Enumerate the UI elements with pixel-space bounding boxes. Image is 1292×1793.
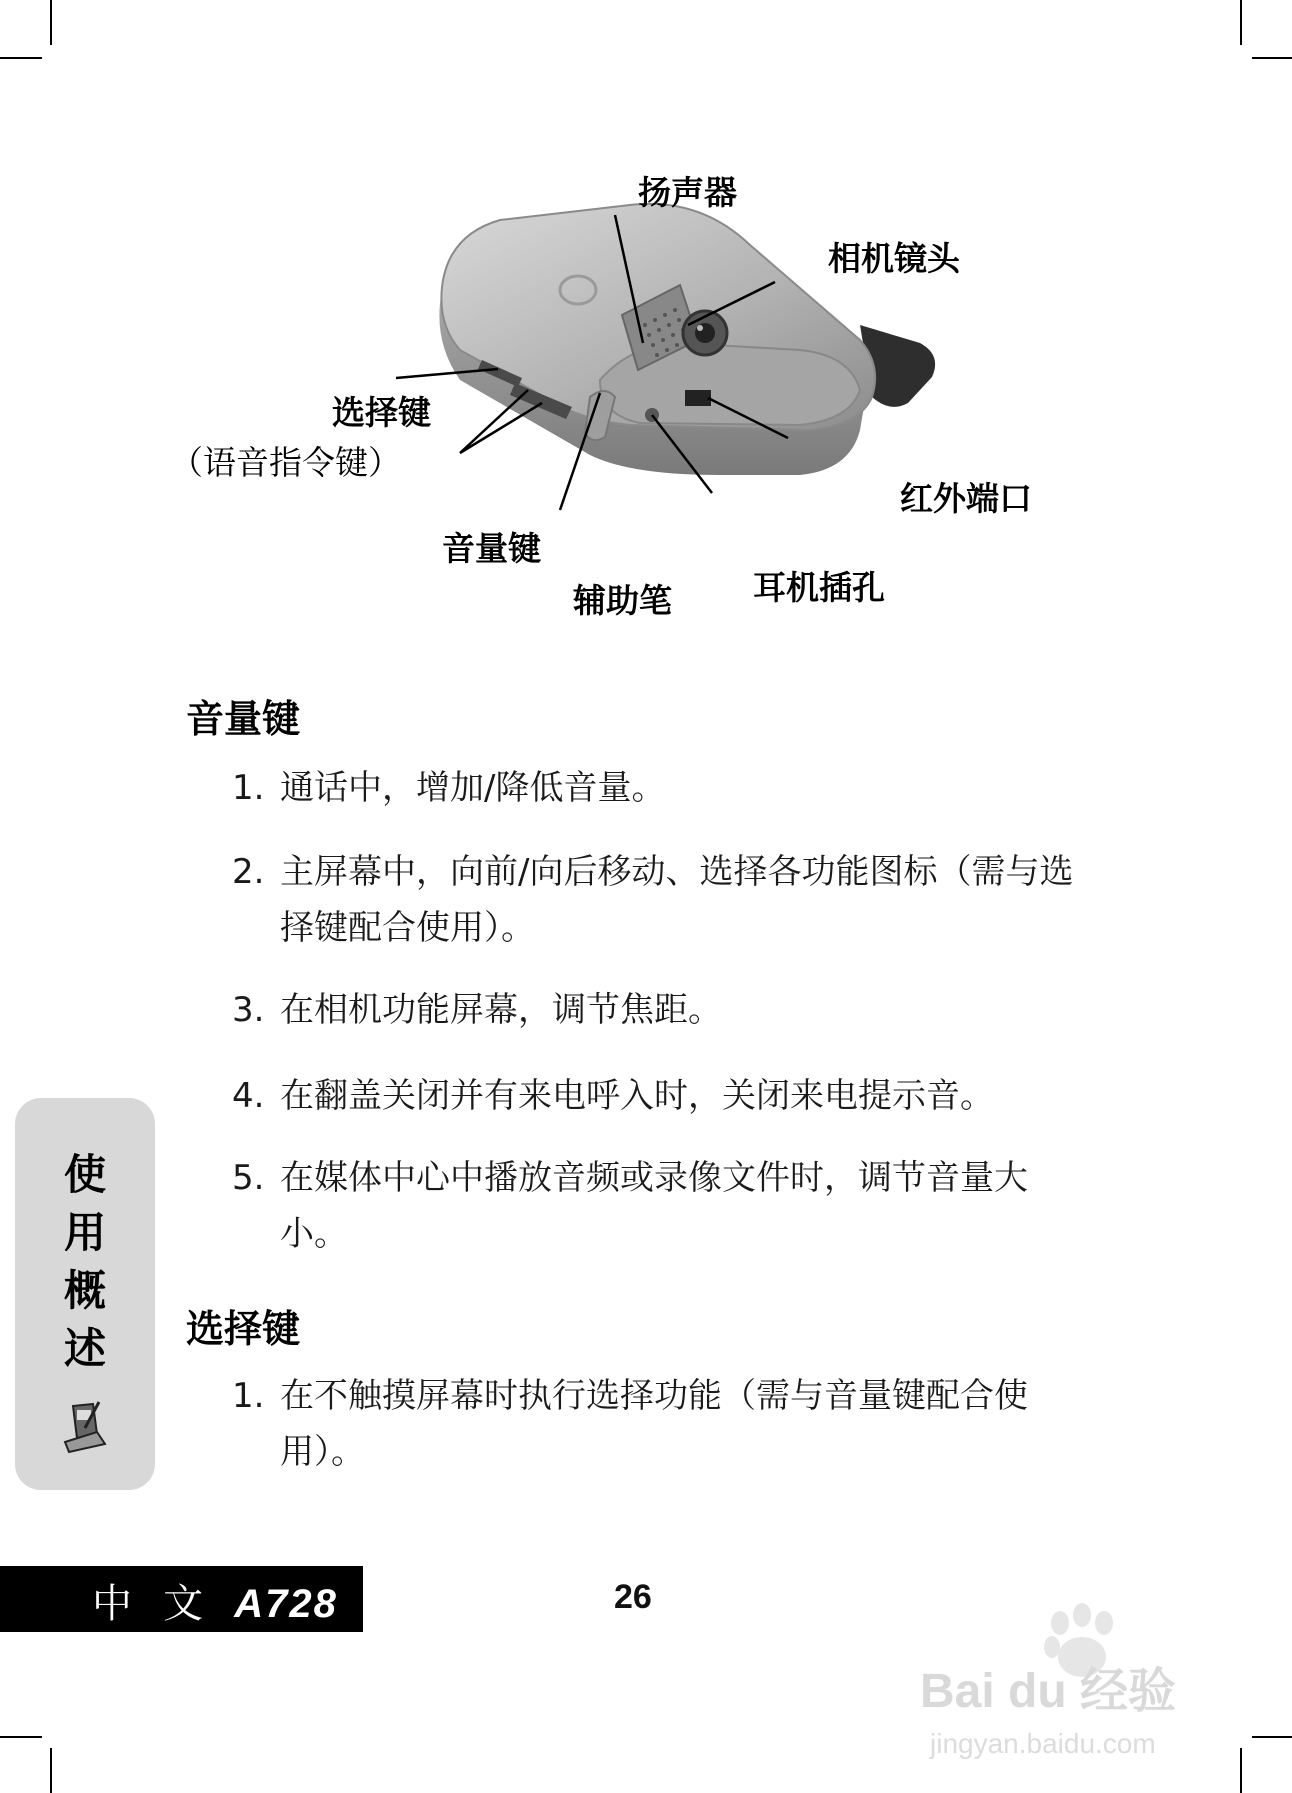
crop-mark <box>1252 57 1292 59</box>
chapter-side-tab <box>15 1098 155 1490</box>
baidu-watermark <box>910 1595 1240 1765</box>
phone-illustration <box>160 175 1120 635</box>
crop-mark <box>50 1748 52 1793</box>
list-item <box>232 1150 1092 1262</box>
section-heading-select-key: 选择键 <box>186 1306 301 1351</box>
list-item <box>232 760 1092 816</box>
footer-title <box>92 1572 338 1629</box>
list-item <box>232 1368 1092 1480</box>
crop-mark <box>0 57 42 59</box>
label-select-key-sub: （语音指令键） <box>170 443 401 482</box>
item-number: 2. <box>232 852 265 892</box>
watermark-brand: Bai du 经验 <box>920 1665 1177 1718</box>
crop-mark <box>1240 0 1242 45</box>
label-speaker: 扬声器 <box>638 173 737 212</box>
phone-stylus-icon <box>55 1398 115 1458</box>
label-volume-key: 音量键 <box>442 529 541 568</box>
side-tab-char: 用 <box>63 1208 106 1257</box>
item-text: 在不触摸屏幕时执行选择功能（需与音量键配合使用）。 <box>280 1376 1028 1472</box>
label-headset-jack: 耳机插孔 <box>753 568 885 607</box>
item-number: 4. <box>232 1076 265 1116</box>
crop-mark <box>1252 1736 1292 1738</box>
item-number: 5. <box>232 1158 265 1198</box>
side-tab-char: 述 <box>63 1324 106 1373</box>
section-heading-volume-key: 音量键 <box>186 696 301 741</box>
watermark-url: jingyan.baidu.com <box>930 1728 1156 1759</box>
crop-mark <box>0 1736 42 1738</box>
label-camera-lens: 相机镜头 <box>828 239 960 278</box>
item-text: 通话中，增加/降低音量。 <box>280 768 666 808</box>
footer-language: 中 文 <box>92 1582 214 1626</box>
item-number: 3. <box>232 990 265 1030</box>
item-text: 在相机功能屏幕，调节焦距。 <box>280 990 722 1030</box>
page-number: 26 <box>614 1578 652 1616</box>
item-text: 在媒体中心中播放音频或录像文件时，调节音量大小。 <box>280 1158 1028 1254</box>
phone-diagram <box>160 175 1120 635</box>
label-stylus: 辅助笔 <box>573 581 672 620</box>
list-item <box>232 1068 1092 1124</box>
label-select-key: 选择键 <box>332 393 431 432</box>
item-number: 1. <box>232 1376 265 1416</box>
side-tab-char: 使 <box>63 1150 106 1199</box>
crop-mark <box>50 0 52 45</box>
label-infrared-port: 红外端口 <box>900 479 1032 518</box>
infrared-port-shape <box>685 390 711 406</box>
side-tab-char: 概 <box>63 1266 106 1315</box>
item-text: 主屏幕中，向前/向后移动、选择各功能图标（需与选择键配合使用）。 <box>280 852 1074 948</box>
crop-mark <box>1240 1748 1242 1793</box>
list-item <box>232 982 1092 1038</box>
item-text: 在翻盖关闭并有来电呼入时，关闭来电提示音。 <box>280 1076 994 1116</box>
footer-model: A728 <box>234 1582 338 1626</box>
item-number: 1. <box>232 768 265 808</box>
list-item <box>232 844 1092 956</box>
